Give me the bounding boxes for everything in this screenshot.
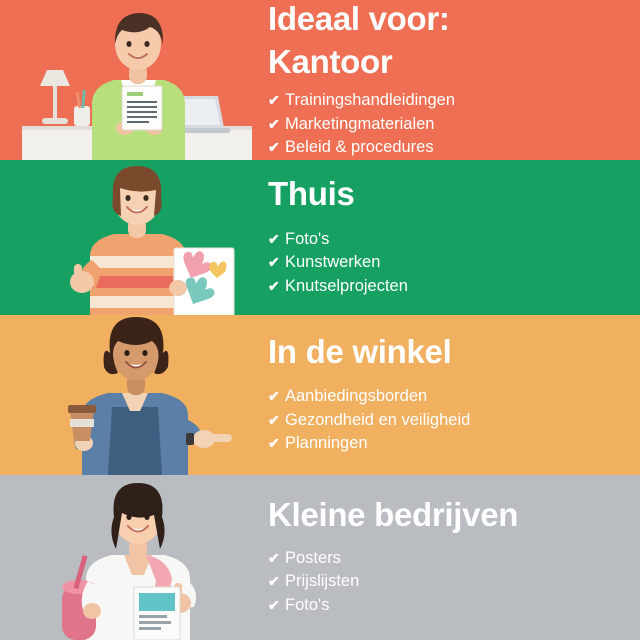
band-thuis-list xyxy=(268,228,632,298)
check-icon: ✔ xyxy=(268,139,280,156)
list-item-label: Beleid & procedures xyxy=(285,138,434,157)
list-item xyxy=(268,409,632,432)
band-in-de-winkel-text xyxy=(268,315,632,475)
list-item xyxy=(268,136,632,159)
list-item-label: Planningen xyxy=(285,434,368,453)
list-item-label: Marketingmaterialen xyxy=(285,114,435,133)
check-icon: ✔ xyxy=(268,549,280,566)
list-item-label: Gezondheid en veiligheid xyxy=(285,410,471,429)
check-icon: ✔ xyxy=(268,254,280,271)
check-icon: ✔ xyxy=(268,573,280,590)
check-icon: ✔ xyxy=(268,230,280,247)
list-item xyxy=(268,594,632,617)
list-item xyxy=(268,89,632,112)
list-item xyxy=(268,547,632,570)
barista-pointing-with-coffee-cup-photo xyxy=(22,315,252,475)
list-item-label: Kunstwerken xyxy=(285,253,381,272)
list-item-label: Aanbiedingsborden xyxy=(285,387,428,406)
list-item-label: Foto's xyxy=(285,595,330,614)
list-item-label: Foto's xyxy=(285,229,330,248)
check-icon: ✔ xyxy=(268,411,280,428)
band-thuis xyxy=(0,160,640,315)
list-item xyxy=(268,275,632,298)
list-item-label: Posters xyxy=(285,548,341,567)
check-icon: ✔ xyxy=(268,388,280,405)
band-title-thuis: Thuis xyxy=(268,175,355,213)
list-item xyxy=(268,251,632,274)
band-kleine-bedrijven-list xyxy=(268,547,632,617)
list-item xyxy=(268,228,632,251)
list-item xyxy=(268,113,632,136)
band-in-de-winkel xyxy=(0,315,640,475)
list-item xyxy=(268,570,632,593)
band-thuis-text xyxy=(268,160,632,315)
check-icon: ✔ xyxy=(268,92,280,109)
girl-thumbs-up-with-handprint-art-photo xyxy=(22,160,252,315)
band-kleine-bedrijven xyxy=(0,475,640,640)
band-in-de-winkel-list xyxy=(268,385,632,455)
check-icon: ✔ xyxy=(268,277,280,294)
band-title-kleine-bedrijven: Kleine bedrijven xyxy=(268,496,519,534)
list-item xyxy=(268,432,632,455)
woman-holding-printed-document-photo xyxy=(22,0,252,160)
list-item-label: Trainingshandleidingen xyxy=(285,91,456,110)
list-item xyxy=(268,385,632,408)
page-title: Ideaal voor: xyxy=(268,0,450,37)
band-kantoor-list xyxy=(268,89,632,159)
woman-with-yoga-mat-and-flyer-photo xyxy=(22,475,252,640)
check-icon: ✔ xyxy=(268,596,280,613)
check-icon: ✔ xyxy=(268,435,280,452)
band-kantoor xyxy=(0,0,640,160)
band-kleine-bedrijven-text xyxy=(268,475,632,640)
band-title-kantoor: Kantoor xyxy=(268,42,393,80)
band-kantoor-text xyxy=(268,0,632,162)
list-item-label: Knutselprojecten xyxy=(285,276,408,295)
check-icon: ✔ xyxy=(268,115,280,132)
band-title-in-de-winkel: In de winkel xyxy=(268,332,452,370)
list-item-label: Prijslijsten xyxy=(285,572,360,591)
